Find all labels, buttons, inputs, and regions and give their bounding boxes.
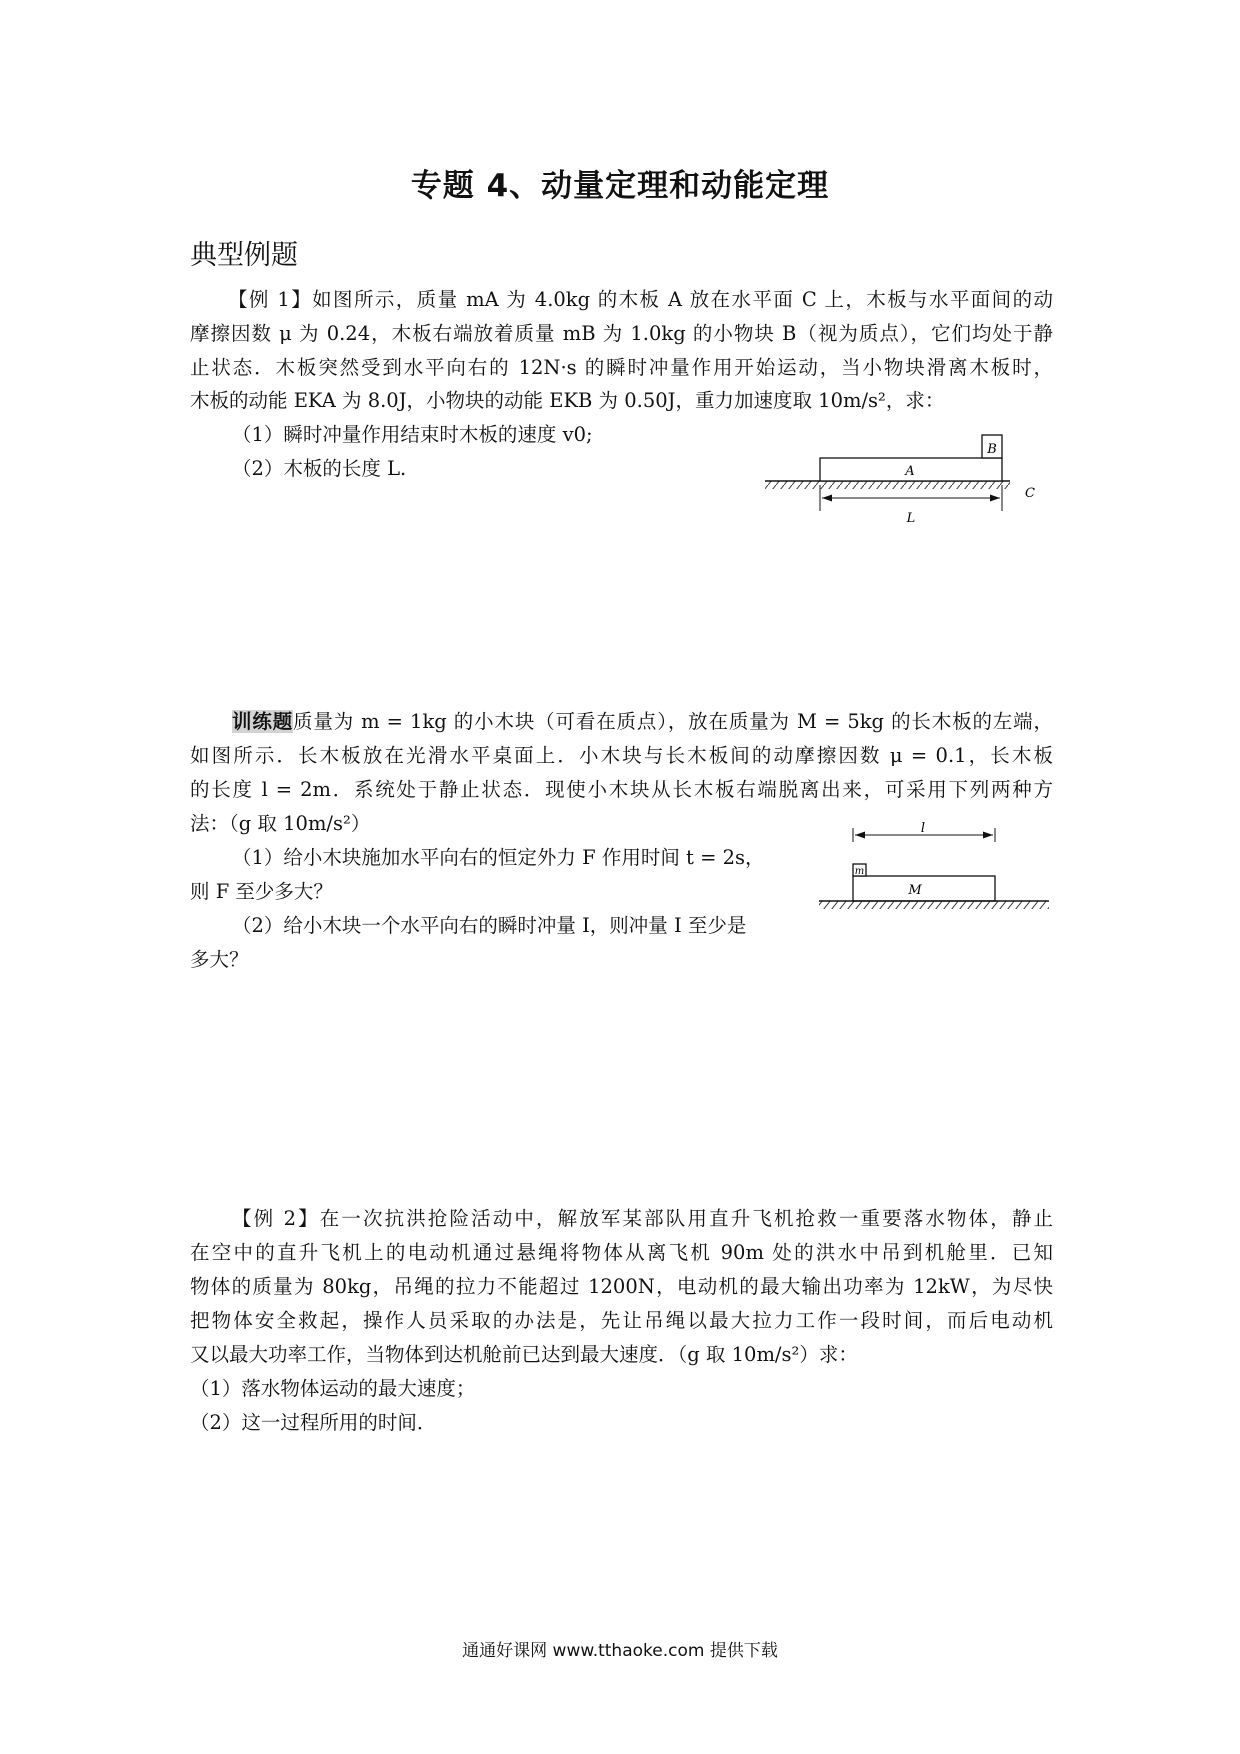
example-2-line-1: 【例 2】在一次抗洪抢险活动中，解放军某部队用直升飞机抢救一重要落水物体，静止 xyxy=(232,1207,1053,1230)
example-2-line-5: 又以最大功率工作，当物体到达机舱前已达到最大速度．（g 取 10m/s²）求： xyxy=(190,1343,858,1366)
length-label: l xyxy=(920,821,926,836)
dimension-arrow-right xyxy=(983,832,993,839)
example-1-question-1: （1）瞬时冲量作用结束时木板的速度 v0; xyxy=(232,423,593,446)
training-question-2-cont: 多大？ xyxy=(190,948,249,971)
training-line-2: 如图所示．长木板放在光滑水平桌面上．小木块与长木板间的动摩擦因数 μ = 0.1，长木板 xyxy=(190,744,1053,767)
example-1-line-4: 木板的动能 EKA 为 8.0J，小物块的动能 EKB 为 0.50J，重力加速度取 10m/s²，求： xyxy=(190,389,945,412)
training-question-1: （1）给小木块施加水平向右的恒定外力 F 作用时间 t = 2s， xyxy=(232,846,765,869)
block-b-label: B xyxy=(987,442,997,457)
dimension-arrow-left xyxy=(855,832,865,839)
length-l-label: L xyxy=(906,511,916,526)
example-1-figure xyxy=(760,425,1060,530)
training-line-3: 的长度 l = 2m．系统处于静止状态．现使小木块从长木板右端脱离出来，可采用下列两种方 xyxy=(190,778,1053,801)
training-question-1-cont: 则 F 至少多大？ xyxy=(190,880,333,903)
training-question-2: （2）给小木块一个水平向右的瞬时冲量 I，则冲量 I 至少是 xyxy=(232,914,747,937)
example-2-question-2: （2）这一过程所用的时间． xyxy=(190,1411,437,1434)
example-2-line-4: 把物体安全救起，操作人员采取的办法是，先让吊绳以最大拉力工作一段时间，而后电动机 xyxy=(190,1309,1053,1332)
long-board-m xyxy=(853,876,995,901)
training-label: 训练题 xyxy=(232,710,294,733)
training-line-1 xyxy=(232,709,1053,735)
long-board-label: M xyxy=(908,883,922,898)
example-2-question-1: （1）落水物体运动的最大速度； xyxy=(190,1377,476,1400)
table-hatch xyxy=(819,901,1049,909)
example-1-line-2: 摩擦因数 μ 为 0.24，木板右端放着质量 mB 为 1.0kg 的小物块 B（视为质点），它们均处于静 xyxy=(190,322,1053,345)
example-2-line-2: 在空中的直升飞机上的电动机通过悬绳将物体从离飞机 90m 处的洪水中吊到机舱里．已知 xyxy=(190,1241,1053,1264)
example-1-line-1: 【例 1】如图所示，质量 mA 为 4.0kg 的木板 A 放在水平面 C 上，木板与水平面间的动 xyxy=(228,288,1053,311)
section-heading: 典型例题 xyxy=(190,240,298,271)
page-title: 专题 4、动量定理和动能定理 xyxy=(410,168,830,204)
example-1-line-3: 止状态．木板突然受到水平向右的 12N·s 的瞬时冲量作用开始运动，当小物块滑离木板时， xyxy=(190,356,1053,379)
dimension-arrow-left xyxy=(822,495,832,502)
ground-hatch xyxy=(765,481,1010,489)
training-line-4: 法：（g 取 10m/s²） xyxy=(190,812,371,835)
training-figure xyxy=(815,820,1060,920)
page-footer: 通通好课网 www.tthaoke.com 提供下载 xyxy=(462,1641,778,1661)
board-a-label: A xyxy=(905,464,915,479)
example-1-question-2: （2）木板的长度 L. xyxy=(232,457,407,480)
dimension-arrow-right xyxy=(990,495,1000,502)
training-line-1-text: 质量为 m = 1kg 的小木块（可看在质点），放在质量为 M = 5kg 的长木板的左端， xyxy=(293,710,1053,733)
example-2-line-3: 物体的质量为 80kg，吊绳的拉力不能超过 1200N，电动机的最大输出功率为 12kW，为尽快 xyxy=(190,1275,1053,1298)
small-block-label: m xyxy=(854,866,865,877)
ground-c-label: C xyxy=(1025,486,1035,501)
